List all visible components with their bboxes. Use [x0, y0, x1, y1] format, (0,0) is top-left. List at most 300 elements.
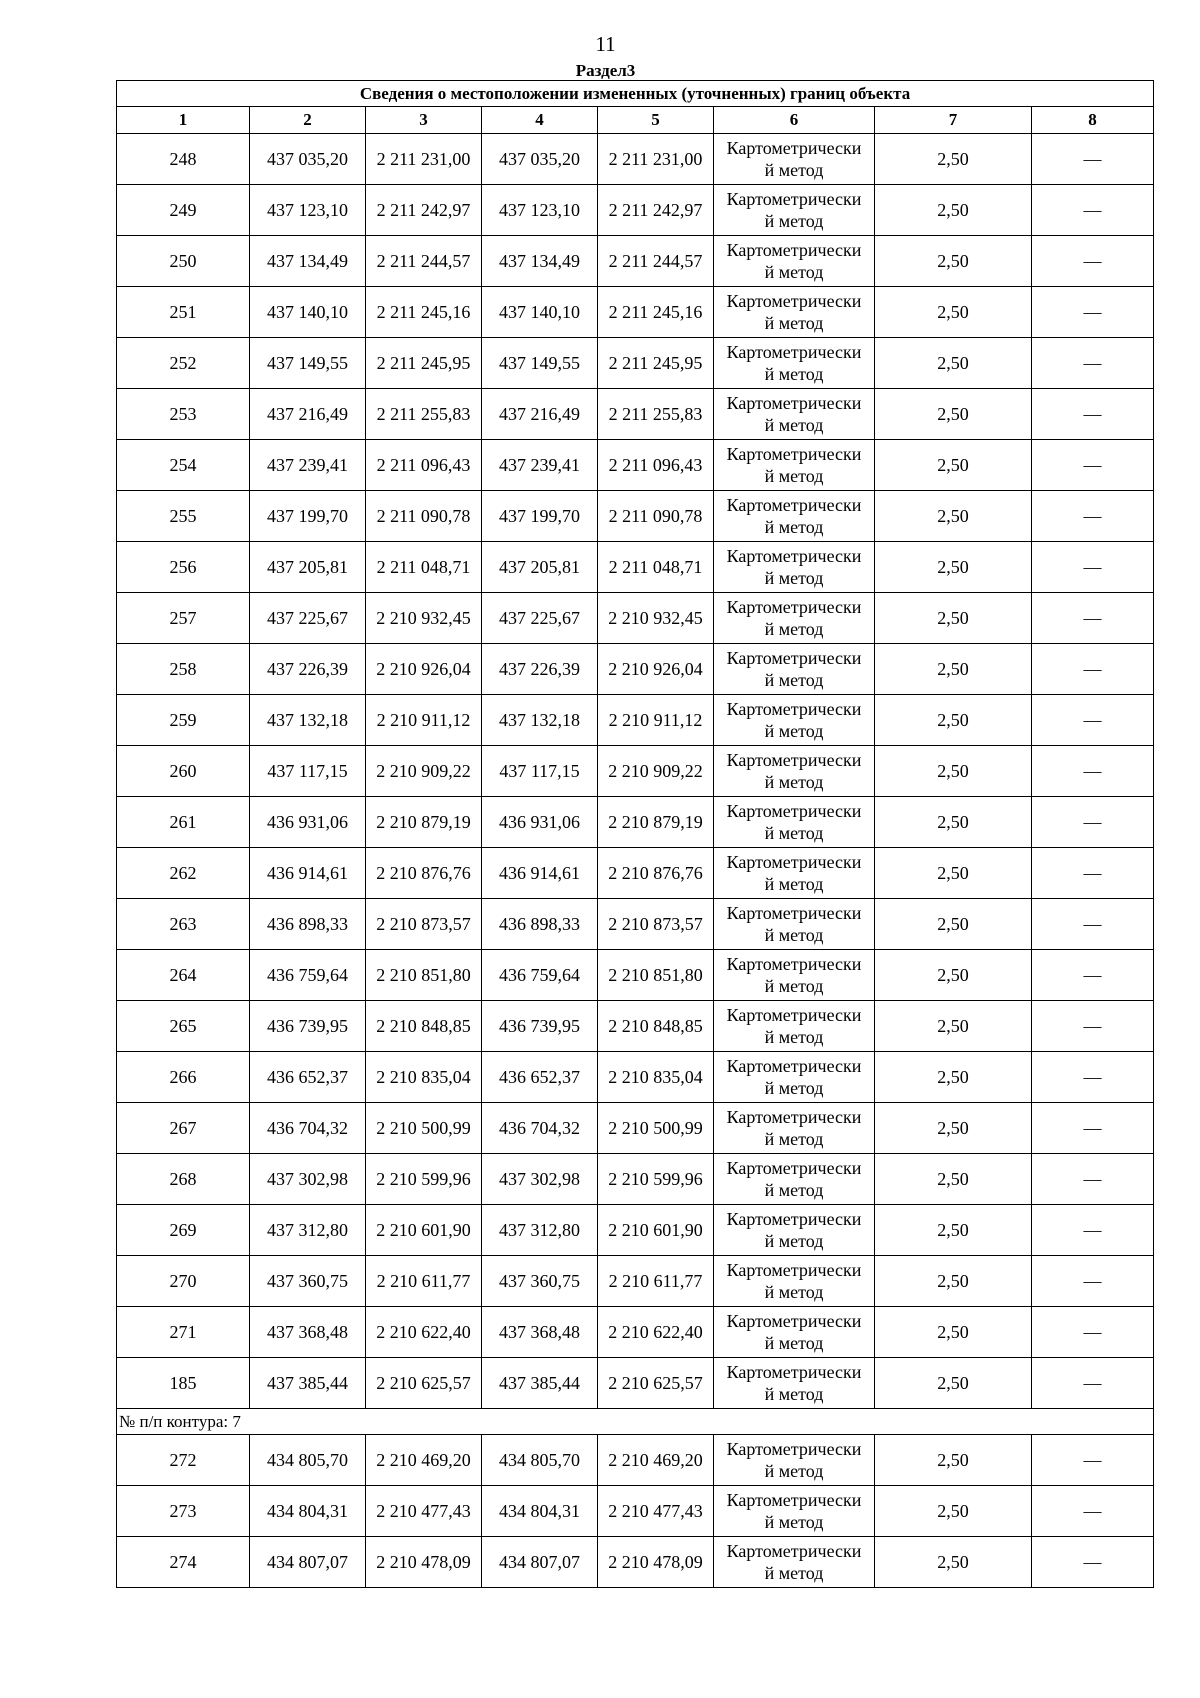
coordinate-cell: 2 210 601,90: [366, 1205, 482, 1256]
coordinate-cell: 2 211 255,83: [598, 389, 714, 440]
coordinate-cell: 437 149,55: [482, 338, 598, 389]
coordinate-cell: 434 807,07: [482, 1537, 598, 1588]
table-caption: Сведения о местоположении измененных (уточненных) границ объекта: [117, 81, 1154, 107]
method-cell: [714, 389, 875, 440]
method-cell: [714, 644, 875, 695]
coordinate-cell: 436 652,37: [482, 1052, 598, 1103]
point-number-cell: 251: [117, 287, 250, 338]
method-cell: [714, 695, 875, 746]
coordinate-cell: 2 210 848,85: [366, 1001, 482, 1052]
coordinate-cell: 2 210 477,43: [366, 1486, 482, 1537]
coordinate-cell: 436 931,06: [482, 797, 598, 848]
accuracy-cell: 2,50: [875, 542, 1032, 593]
description-cell: —: [1032, 542, 1154, 593]
method-line-1: Картометрически: [726, 189, 862, 209]
point-number-cell: 252: [117, 338, 250, 389]
coordinate-cell: 434 805,70: [482, 1435, 598, 1486]
coordinate-cell: 2 210 835,04: [598, 1052, 714, 1103]
coordinate-cell: 437 117,15: [250, 746, 366, 797]
section-title: Раздел3: [575, 61, 636, 80]
point-number-cell: 273: [117, 1486, 250, 1537]
point-number-cell: 257: [117, 593, 250, 644]
table-row: [117, 695, 1154, 746]
coordinate-cell: 2 211 245,16: [366, 287, 482, 338]
point-number-cell: 274: [117, 1537, 250, 1588]
coordinate-cell: 2 210 909,22: [598, 746, 714, 797]
description-cell: —: [1032, 1205, 1154, 1256]
coordinate-cell: 2 210 478,09: [598, 1537, 714, 1588]
accuracy-cell: 2,50: [875, 644, 1032, 695]
method-line-2: й метод: [764, 568, 824, 588]
coordinate-cell: 437 035,20: [482, 134, 598, 185]
point-number-cell: 272: [117, 1435, 250, 1486]
coordinate-cell: 437 140,10: [482, 287, 598, 338]
accuracy-cell: 2,50: [875, 593, 1032, 644]
method-line-2: й метод: [764, 1333, 824, 1353]
table-row: [117, 389, 1154, 440]
method-line-2: й метод: [764, 1563, 824, 1583]
table-row: [117, 491, 1154, 542]
description-cell: —: [1032, 491, 1154, 542]
method-line-2: й метод: [764, 466, 824, 486]
table-row: [117, 1486, 1154, 1537]
column-number: 7: [875, 107, 1032, 134]
coordinate-cell: 437 140,10: [250, 287, 366, 338]
method-line-2: й метод: [764, 262, 824, 282]
accuracy-cell: 2,50: [875, 1358, 1032, 1409]
point-number-cell: 250: [117, 236, 250, 287]
coordinate-cell: 437 368,48: [482, 1307, 598, 1358]
coordinate-cell: 2 210 611,77: [598, 1256, 714, 1307]
coordinate-cell: 2 210 477,43: [598, 1486, 714, 1537]
coordinate-cell: 2 211 231,00: [598, 134, 714, 185]
accuracy-cell: 2,50: [875, 1205, 1032, 1256]
method-cell: [714, 593, 875, 644]
method-line-2: й метод: [764, 772, 824, 792]
method-line-1: Картометрически: [726, 240, 862, 260]
method-line-1: Картометрически: [726, 699, 862, 719]
method-line-1: Картометрически: [726, 801, 862, 821]
point-number-cell: 253: [117, 389, 250, 440]
method-line-2: й метод: [764, 1129, 824, 1149]
accuracy-cell: 2,50: [875, 236, 1032, 287]
coordinate-cell: 2 210 599,96: [598, 1154, 714, 1205]
method-cell: [714, 440, 875, 491]
coordinate-cell: 434 805,70: [250, 1435, 366, 1486]
method-line-2: й метод: [764, 1461, 824, 1481]
description-cell: —: [1032, 287, 1154, 338]
point-number-cell: 265: [117, 1001, 250, 1052]
boundary-coordinates-table: [116, 80, 1154, 1588]
method-line-2: й метод: [764, 364, 824, 384]
accuracy-cell: 2,50: [875, 338, 1032, 389]
accuracy-cell: 2,50: [875, 1052, 1032, 1103]
method-line-1: Картометрически: [726, 750, 862, 770]
accuracy-cell: 2,50: [875, 1435, 1032, 1486]
method-line-2: й метод: [764, 1282, 824, 1302]
method-line-2: й метод: [764, 211, 824, 231]
accuracy-cell: 2,50: [875, 389, 1032, 440]
point-number-cell: 259: [117, 695, 250, 746]
coordinate-cell: 2 210 873,57: [366, 899, 482, 950]
point-number-cell: 268: [117, 1154, 250, 1205]
method-cell: [714, 287, 875, 338]
accuracy-cell: 2,50: [875, 1154, 1032, 1205]
table-row: [117, 134, 1154, 185]
accuracy-cell: 2,50: [875, 1103, 1032, 1154]
coordinate-cell: 437 239,41: [482, 440, 598, 491]
method-line-2: й метод: [764, 1180, 824, 1200]
coordinate-cell: 2 210 879,19: [598, 797, 714, 848]
table-row: [117, 848, 1154, 899]
coordinate-cell: 437 312,80: [250, 1205, 366, 1256]
point-number-cell: 258: [117, 644, 250, 695]
point-number-cell: 266: [117, 1052, 250, 1103]
method-line-2: й метод: [764, 517, 824, 537]
accuracy-cell: 2,50: [875, 848, 1032, 899]
description-cell: —: [1032, 899, 1154, 950]
method-line-2: й метод: [764, 415, 824, 435]
table-row: [117, 1435, 1154, 1486]
method-line-1: Картометрически: [726, 1056, 862, 1076]
description-cell: —: [1032, 338, 1154, 389]
contour-label: № п/п контура: 7: [117, 1409, 1154, 1435]
table-row: [117, 287, 1154, 338]
coordinate-cell: 437 205,81: [482, 542, 598, 593]
method-line-2: й метод: [764, 823, 824, 843]
table-row: [117, 899, 1154, 950]
coordinate-cell: 436 759,64: [482, 950, 598, 1001]
method-line-1: Картометрически: [726, 495, 862, 515]
coordinate-cell: 436 652,37: [250, 1052, 366, 1103]
coordinate-cell: 434 804,31: [250, 1486, 366, 1537]
description-cell: —: [1032, 1307, 1154, 1358]
method-cell: [714, 1358, 875, 1409]
coordinate-cell: 436 739,95: [482, 1001, 598, 1052]
point-number-cell: 262: [117, 848, 250, 899]
coordinate-cell: 434 807,07: [250, 1537, 366, 1588]
method-cell: [714, 1486, 875, 1537]
coordinate-cell: 437 134,49: [250, 236, 366, 287]
table-row: [117, 1154, 1154, 1205]
point-number-cell: 255: [117, 491, 250, 542]
method-line-1: Картометрически: [726, 138, 862, 158]
point-number-cell: 269: [117, 1205, 250, 1256]
table-row: [117, 1307, 1154, 1358]
table-row: [117, 950, 1154, 1001]
method-line-2: й метод: [764, 160, 824, 180]
description-cell: —: [1032, 236, 1154, 287]
description-cell: —: [1032, 1358, 1154, 1409]
method-line-2: й метод: [764, 670, 824, 690]
method-cell: [714, 134, 875, 185]
method-cell: [714, 1001, 875, 1052]
coordinate-cell: 2 210 851,80: [598, 950, 714, 1001]
description-cell: —: [1032, 695, 1154, 746]
coordinate-cell: 2 211 096,43: [366, 440, 482, 491]
coordinate-cell: 437 123,10: [250, 185, 366, 236]
coordinate-cell: 2 210 926,04: [366, 644, 482, 695]
coordinate-cell: 434 804,31: [482, 1486, 598, 1537]
table-row: [117, 542, 1154, 593]
point-number-cell: 260: [117, 746, 250, 797]
coordinate-cell: 2 210 879,19: [366, 797, 482, 848]
coordinate-cell: 437 035,20: [250, 134, 366, 185]
method-line-2: й метод: [764, 976, 824, 996]
coordinate-cell: 2 210 625,57: [366, 1358, 482, 1409]
point-number-cell: 185: [117, 1358, 250, 1409]
coordinate-cell: 2 211 255,83: [366, 389, 482, 440]
description-cell: —: [1032, 1256, 1154, 1307]
method-cell: [714, 950, 875, 1001]
table-row: [117, 1001, 1154, 1052]
method-line-1: Картометрически: [726, 1107, 862, 1127]
column-number: 6: [714, 107, 875, 134]
coordinate-cell: 437 385,44: [482, 1358, 598, 1409]
coordinate-cell: 436 898,33: [250, 899, 366, 950]
coordinate-cell: 437 149,55: [250, 338, 366, 389]
coordinate-cell: 2 210 873,57: [598, 899, 714, 950]
coordinate-cell: 2 210 611,77: [366, 1256, 482, 1307]
coordinate-cell: 2 210 911,12: [366, 695, 482, 746]
coordinate-cell: 2 211 245,16: [598, 287, 714, 338]
coordinate-cell: 2 210 932,45: [598, 593, 714, 644]
coordinate-cell: 437 216,49: [250, 389, 366, 440]
point-number-cell: 263: [117, 899, 250, 950]
method-cell: [714, 236, 875, 287]
coordinate-cell: 2 211 245,95: [366, 338, 482, 389]
coordinate-cell: 2 211 096,43: [598, 440, 714, 491]
method-line-1: Картометрически: [726, 1158, 862, 1178]
coordinate-cell: 2 210 848,85: [598, 1001, 714, 1052]
coordinate-cell: 436 931,06: [250, 797, 366, 848]
accuracy-cell: 2,50: [875, 1001, 1032, 1052]
coordinate-cell: 437 117,15: [482, 746, 598, 797]
description-cell: —: [1032, 134, 1154, 185]
method-cell: [714, 797, 875, 848]
point-number-cell: 270: [117, 1256, 250, 1307]
method-cell: [714, 1256, 875, 1307]
method-line-1: Картометрически: [726, 1362, 862, 1382]
coordinate-cell: 437 360,75: [250, 1256, 366, 1307]
description-cell: —: [1032, 1001, 1154, 1052]
method-cell: [714, 1154, 875, 1205]
coordinate-cell: 2 210 500,99: [366, 1103, 482, 1154]
method-line-2: й метод: [764, 1512, 824, 1532]
accuracy-cell: 2,50: [875, 899, 1032, 950]
coordinate-cell: 2 210 876,76: [366, 848, 482, 899]
accuracy-cell: 2,50: [875, 287, 1032, 338]
method-line-1: Картометрически: [726, 546, 862, 566]
accuracy-cell: 2,50: [875, 1486, 1032, 1537]
method-cell: [714, 1537, 875, 1588]
table-row: [117, 236, 1154, 287]
table-row: [117, 644, 1154, 695]
coordinate-cell: 437 132,18: [250, 695, 366, 746]
coordinate-cell: 2 211 242,97: [598, 185, 714, 236]
table-row: [117, 338, 1154, 389]
method-line-1: Картометрически: [726, 1439, 862, 1459]
point-number-cell: 248: [117, 134, 250, 185]
coordinate-cell: 2 211 231,00: [366, 134, 482, 185]
method-line-2: й метод: [764, 619, 824, 639]
method-line-1: Картометрически: [726, 1490, 862, 1510]
coordinate-cell: 437 368,48: [250, 1307, 366, 1358]
point-number-cell: 256: [117, 542, 250, 593]
coordinate-cell: 436 704,32: [250, 1103, 366, 1154]
method-line-1: Картометрически: [726, 954, 862, 974]
method-line-1: Картометрически: [726, 648, 862, 668]
method-line-1: Картометрически: [726, 852, 862, 872]
point-number-cell: 267: [117, 1103, 250, 1154]
coordinate-cell: 437 385,44: [250, 1358, 366, 1409]
method-line-2: й метод: [764, 1078, 824, 1098]
coordinate-cell: 437 205,81: [250, 542, 366, 593]
coordinate-cell: 437 132,18: [482, 695, 598, 746]
table-row: [117, 440, 1154, 491]
method-line-1: Картометрически: [726, 1209, 862, 1229]
coordinate-cell: 2 210 911,12: [598, 695, 714, 746]
coordinate-cell: 437 302,98: [482, 1154, 598, 1205]
method-line-2: й метод: [764, 874, 824, 894]
description-cell: —: [1032, 185, 1154, 236]
description-cell: —: [1032, 440, 1154, 491]
coordinate-cell: 436 898,33: [482, 899, 598, 950]
table-row: [117, 1205, 1154, 1256]
coordinate-cell: 436 739,95: [250, 1001, 366, 1052]
coordinate-cell: 436 704,32: [482, 1103, 598, 1154]
page-number: 11: [595, 32, 616, 56]
description-cell: —: [1032, 1435, 1154, 1486]
method-line-2: й метод: [764, 1231, 824, 1251]
table-row: [117, 1052, 1154, 1103]
coordinate-cell: 437 123,10: [482, 185, 598, 236]
table-row: [117, 1103, 1154, 1154]
description-cell: —: [1032, 797, 1154, 848]
coordinate-cell: 437 226,39: [250, 644, 366, 695]
description-cell: —: [1032, 389, 1154, 440]
description-cell: —: [1032, 644, 1154, 695]
coordinate-cell: 2 210 625,57: [598, 1358, 714, 1409]
column-number: 4: [482, 107, 598, 134]
column-number: 5: [598, 107, 714, 134]
coordinate-cell: 437 134,49: [482, 236, 598, 287]
coordinate-cell: 2 211 090,78: [366, 491, 482, 542]
accuracy-cell: 2,50: [875, 134, 1032, 185]
method-line-1: Картометрически: [726, 1311, 862, 1331]
accuracy-cell: 2,50: [875, 491, 1032, 542]
table-row: [117, 797, 1154, 848]
method-cell: [714, 848, 875, 899]
method-cell: [714, 1103, 875, 1154]
contour-row: [117, 1409, 1154, 1435]
accuracy-cell: 2,50: [875, 440, 1032, 491]
point-number-cell: 271: [117, 1307, 250, 1358]
description-cell: —: [1032, 1537, 1154, 1588]
method-line-2: й метод: [764, 1027, 824, 1047]
coordinate-cell: 436 759,64: [250, 950, 366, 1001]
coordinate-cell: 2 210 622,40: [366, 1307, 482, 1358]
coordinate-cell: 2 210 835,04: [366, 1052, 482, 1103]
coordinate-cell: 2 211 244,57: [598, 236, 714, 287]
table-row: [117, 1358, 1154, 1409]
coordinate-cell: 2 210 469,20: [598, 1435, 714, 1486]
coordinate-cell: 2 210 478,09: [366, 1537, 482, 1588]
method-cell: [714, 1435, 875, 1486]
coordinate-cell: 2 211 048,71: [366, 542, 482, 593]
coordinate-cell: 2 211 090,78: [598, 491, 714, 542]
description-cell: —: [1032, 1103, 1154, 1154]
description-cell: —: [1032, 593, 1154, 644]
method-cell: [714, 1052, 875, 1103]
description-cell: —: [1032, 848, 1154, 899]
accuracy-cell: 2,50: [875, 1307, 1032, 1358]
method-cell: [714, 1205, 875, 1256]
coordinate-cell: 2 210 622,40: [598, 1307, 714, 1358]
column-number: 8: [1032, 107, 1154, 134]
coordinate-cell: 2 210 876,76: [598, 848, 714, 899]
coordinate-cell: 2 211 242,97: [366, 185, 482, 236]
coordinate-cell: 2 211 245,95: [598, 338, 714, 389]
accuracy-cell: 2,50: [875, 950, 1032, 1001]
point-number-cell: 254: [117, 440, 250, 491]
method-line-2: й метод: [764, 313, 824, 333]
coordinate-cell: 437 226,39: [482, 644, 598, 695]
column-number: 2: [250, 107, 366, 134]
coordinate-cell: 437 302,98: [250, 1154, 366, 1205]
coordinate-cell: 2 210 469,20: [366, 1435, 482, 1486]
table-row: [117, 746, 1154, 797]
coordinate-cell: 437 216,49: [482, 389, 598, 440]
description-cell: —: [1032, 950, 1154, 1001]
coordinate-cell: 2 211 244,57: [366, 236, 482, 287]
description-cell: —: [1032, 1154, 1154, 1205]
method-line-2: й метод: [764, 1384, 824, 1404]
accuracy-cell: 2,50: [875, 1256, 1032, 1307]
point-number-cell: 264: [117, 950, 250, 1001]
method-cell: [714, 1307, 875, 1358]
method-line-2: й метод: [764, 925, 824, 945]
point-number-cell: 249: [117, 185, 250, 236]
table-row: [117, 185, 1154, 236]
method-line-1: Картометрически: [726, 1260, 862, 1280]
column-number: 1: [117, 107, 250, 134]
coordinate-cell: 437 199,70: [250, 491, 366, 542]
coordinate-cell: 437 225,67: [250, 593, 366, 644]
method-cell: [714, 542, 875, 593]
method-line-1: Картометрически: [726, 597, 862, 617]
accuracy-cell: 2,50: [875, 797, 1032, 848]
coordinate-cell: 2 210 851,80: [366, 950, 482, 1001]
method-line-2: й метод: [764, 721, 824, 741]
method-line-1: Картометрически: [726, 291, 862, 311]
table-row: [117, 1256, 1154, 1307]
description-cell: —: [1032, 746, 1154, 797]
method-line-1: Картометрически: [726, 393, 862, 413]
description-cell: —: [1032, 1052, 1154, 1103]
table-row: [117, 1537, 1154, 1588]
coordinate-cell: 436 914,61: [250, 848, 366, 899]
method-cell: [714, 899, 875, 950]
coordinate-cell: 436 914,61: [482, 848, 598, 899]
coordinate-cell: 2 210 500,99: [598, 1103, 714, 1154]
column-number: 3: [366, 107, 482, 134]
method-line-1: Картометрически: [726, 342, 862, 362]
coordinate-cell: 2 210 926,04: [598, 644, 714, 695]
method-cell: [714, 338, 875, 389]
coordinate-cell: 2 210 932,45: [366, 593, 482, 644]
coordinate-cell: 2 211 048,71: [598, 542, 714, 593]
